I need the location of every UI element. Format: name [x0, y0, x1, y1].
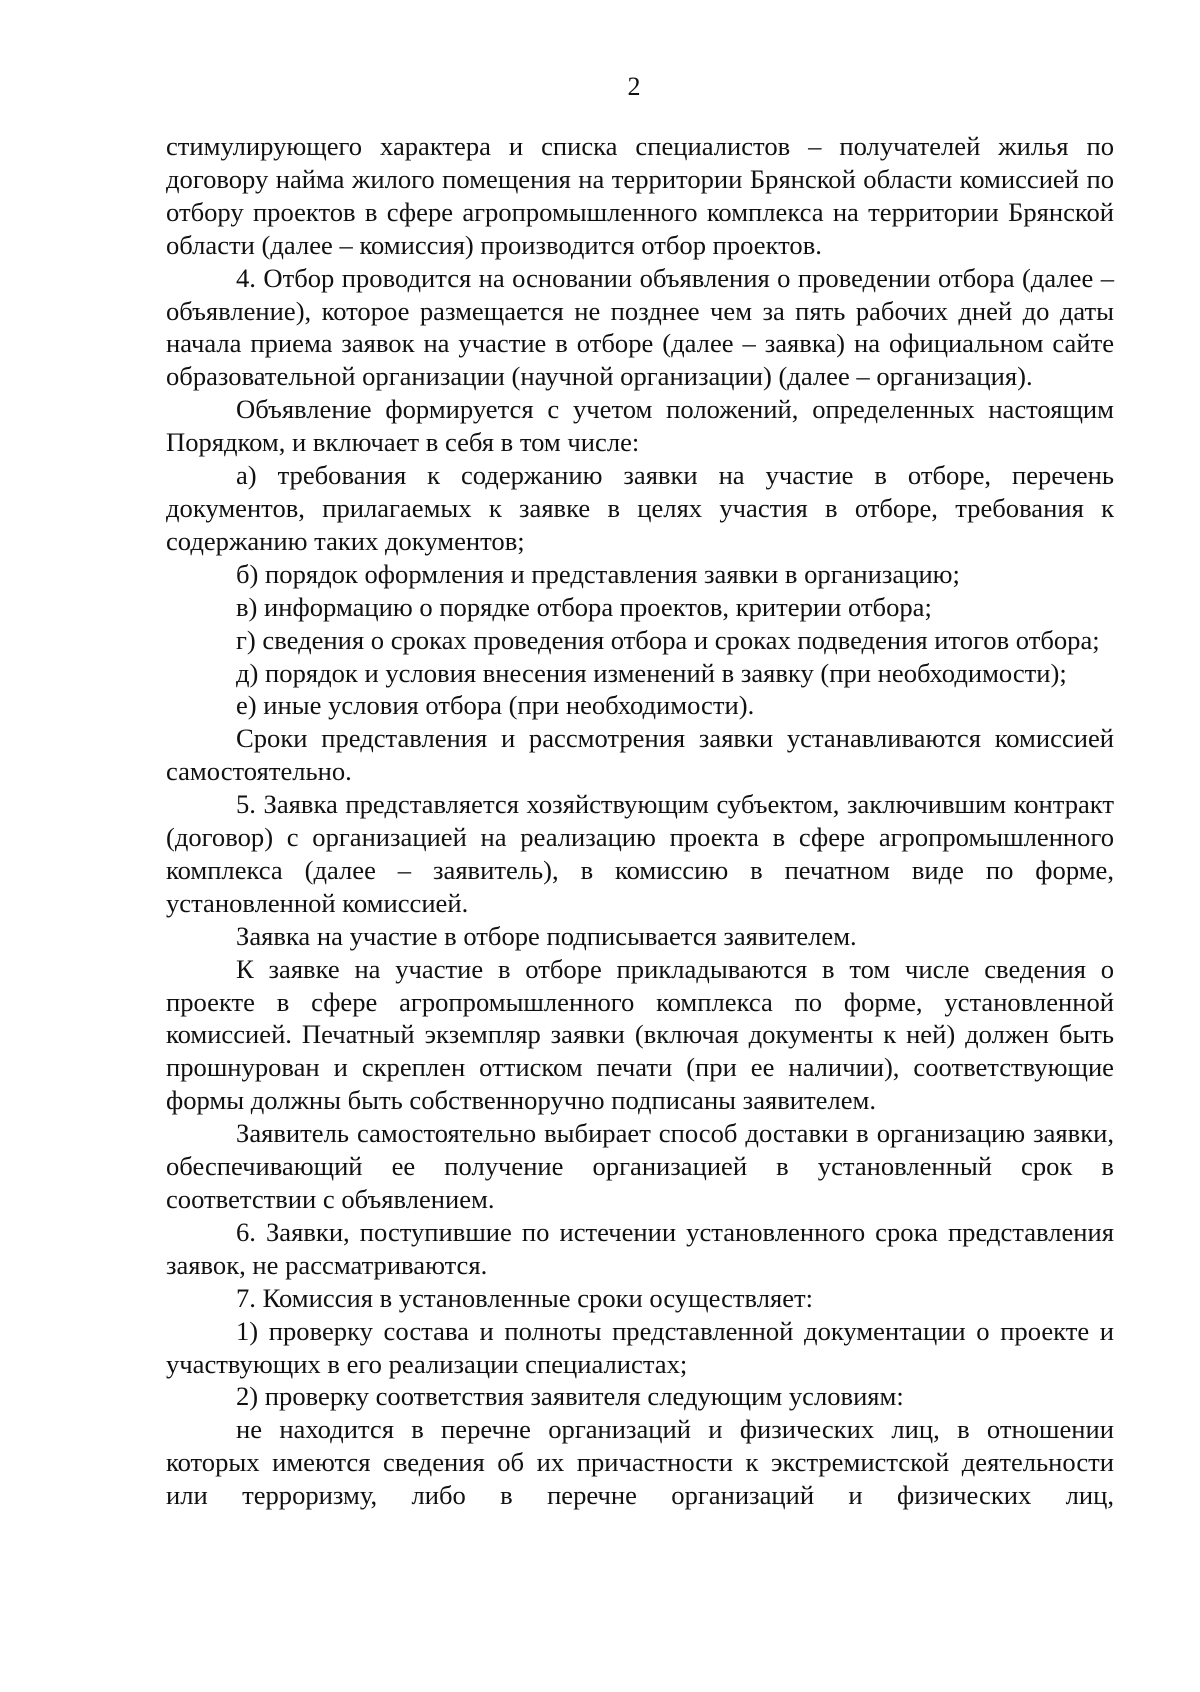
page-number: 2	[627, 72, 641, 101]
document-body	[166, 130, 1114, 1512]
list-item-1: 1) проверку состава и полноты представленной документации о проекте и участвующих в его реализации специалистах;	[166, 1315, 1114, 1379]
list-item-v: в) информацию о порядке отбора проектов, критерии отбора;	[236, 591, 932, 622]
paragraph-delivery: Заявитель самостоятельно выбирает способ доставки в организацию заявки, обеспечивающий ее получение организацией в установленный срок в соответствии с объявлением.	[166, 1118, 1114, 1214]
paragraph-signature: Заявка на участие в отборе подписывается заявителем.	[236, 920, 857, 951]
list-item-2: 2) проверку соответствия заявителя следующим условиям:	[236, 1381, 904, 1412]
paragraph-attachments: К заявке на участие в отборе прикладываются в том числе сведения о проекте в сфере агропромышленного комплекса по форме, установленной комиссией. Печатный экземпляр заявки (включая документы к ней) должен быть прошнурован и скреплен оттиском печати (при ее наличии), соответствующие формы должны быть собственноручно подписаны заявителем.	[166, 953, 1114, 1116]
paragraph-item-4: 4. Отбор проводится на основании объявления о проведении отбора (далее – объявление), которое размещается не позднее чем за пять рабочих дней до даты начала приема заявок на участие в отборе (далее – заявка) на официальном сайте образовательной организации (научной организации) (далее – организация).	[166, 262, 1114, 392]
list-item-d: д) порядок и условия внесения изменений в заявку (при необходимости);	[236, 657, 1067, 688]
paragraph-item-6: 6. Заявки, поступившие по истечении установленного срока представления заявок, не рассматриваются.	[166, 1216, 1114, 1280]
paragraph-announcement: Объявление формируется с учетом положений, определенных настоящим Порядком, и включает в себя в том числе:	[166, 394, 1114, 458]
paragraph-conditions: не находится в перечне организаций и физических лиц, в отношении которых имеются сведения об их причастности к экстремистской деятельности или терроризму, либо в перечне организаций и физических лиц,	[166, 1414, 1114, 1511]
paragraph-item-5: 5. Заявка представляется хозяйствующим субъектом, заключившим контракт (договор) с организацией на реализацию проекта в сфере агропромышленного комплекса (далее – заявитель), в комиссию в печатном виде по форме, установленной комиссией.	[166, 789, 1114, 918]
paragraph-continuation: стимулирующего характера и списка специалистов – получателей жилья по договору найма жилого помещения на территории Брянской области комиссией по отбору проектов в сфере агропромышленного комплекса на территории Брянской области (далее – комиссия) производится отбор проектов.	[166, 131, 1114, 260]
list-item-a: а) требования к содержанию заявки на участие в отборе, перечень документов, прилагаемых к заявке в целях участия в отборе, требования к содержанию таких документов;	[166, 460, 1114, 556]
list-item-b: б) порядок оформления и представления заявки в организацию;	[236, 558, 960, 589]
paragraph-item-7: 7. Комиссия в установленные сроки осуществляет:	[236, 1282, 814, 1313]
list-item-g: г) сведения о сроках проведения отбора и сроках подведения итогов отбора;	[236, 624, 1100, 655]
paragraph-deadlines: Сроки представления и рассмотрения заявки устанавливаются комиссией самостоятельно.	[166, 723, 1114, 787]
list-item-e: е) иные условия отбора (при необходимости).	[236, 690, 755, 721]
